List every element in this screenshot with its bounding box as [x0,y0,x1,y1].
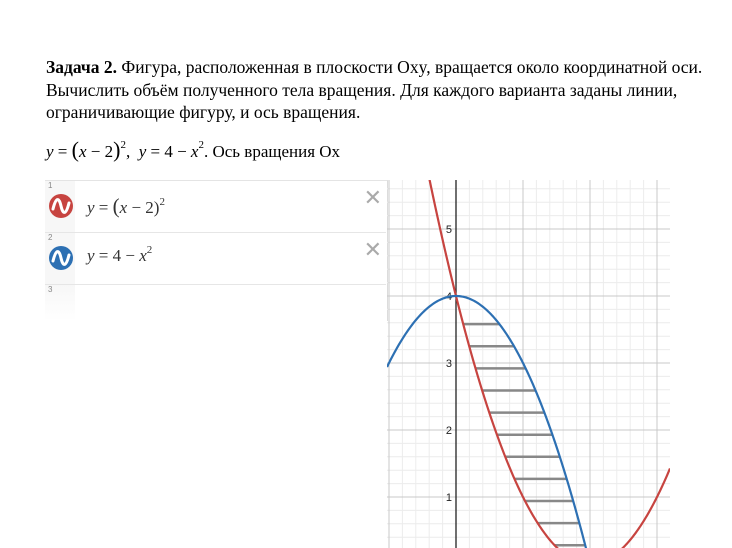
rotation-axis-note: . Ось вращения Ox [203,142,341,161]
graph-area[interactable] [387,180,670,548]
delete-expression-button[interactable]: ✕ [363,238,382,263]
expression-list [45,180,388,321]
expression-index: 3 [48,285,53,294]
wave-icon-blue[interactable] [48,245,74,271]
y-tick-label: 1 [445,492,452,504]
y-tick-label: 2 [445,425,452,437]
expression-row-2[interactable] [45,233,386,285]
problem-text: Фигура, расположенная в плоскости Oxy, вращается около координатной оси. Вычислить объём полученного тела вращения. Для каждого варианта заданы линии, ограничивающие фигуру, и ось вращения. [46,57,703,122]
expression-formula[interactable]: $y = 4 - x^2$ [87,244,153,265]
expression-row-1[interactable] [45,181,386,233]
delete-expression-button[interactable]: ✕ [363,186,382,211]
problem-label: Задача 2. [46,57,118,77]
expression-index: 1 [48,181,53,190]
expression-row-3[interactable] [45,285,75,321]
expression-formula[interactable]: $y = (x - 2)^2$ [87,194,165,218]
given-formulas: $y = (x - 2)^2$, $y = 4 - x^2$. Ось вращения Ox [46,137,341,162]
graph-canvas[interactable] [387,180,670,548]
problem-statement [46,56,706,124]
y-tick-label: 5 [445,224,452,236]
expression-index: 2 [48,233,53,242]
y-tick-label: 3 [445,358,452,370]
y-tick-label: 4 [445,291,452,303]
wave-icon-red[interactable] [48,193,74,219]
